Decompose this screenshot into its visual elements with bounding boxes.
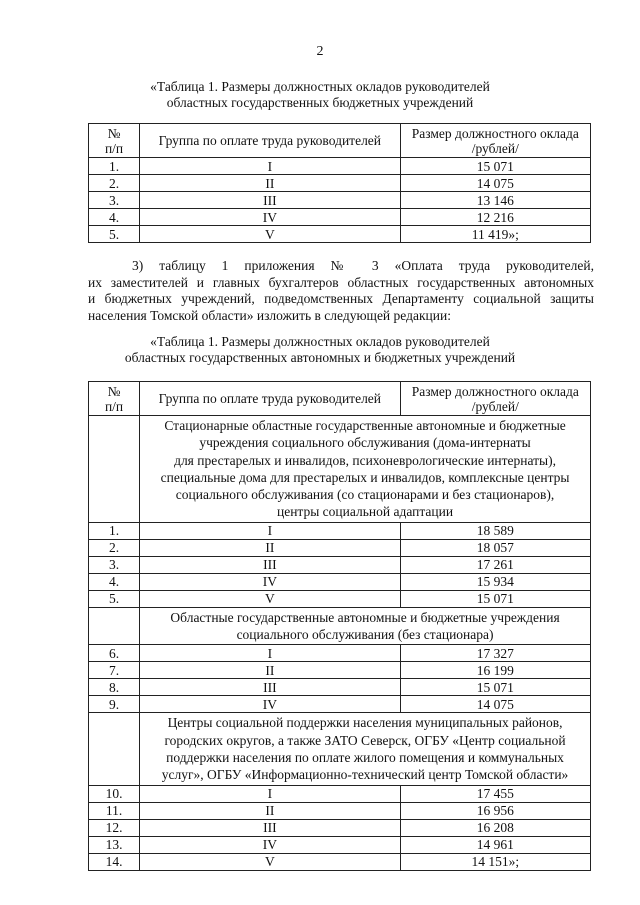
header-group-cell: Группа по оплате труда руководителей [140,124,401,158]
row-group-cell: II [140,175,401,192]
row-number-cell: 4. [89,209,140,226]
table1-title-line: «Таблица 1. Размеры должностных окладов руководителей [150,79,490,94]
row-group-cell: IV [140,209,401,226]
table-row [89,556,591,573]
table2-title-line: «Таблица 1. Размеры должностных окладов руководителей [150,334,490,349]
row-group-cell: I [140,645,401,662]
row-group-cell: II [140,662,401,679]
row-salary-cell: 15 071 [400,679,590,696]
table1-title-line: областных государственных бюджетных учреждений [166,95,474,110]
row-group-cell: III [140,679,401,696]
row-salary-cell: 13 146 [400,192,590,209]
paragraph-line: населения Томской области» изложить в следующей редакции: [88,307,451,323]
table2-title-line: областных государственных автономных и бюджетных учреждений [124,350,516,365]
table-row [89,158,591,175]
table-row [89,819,591,836]
table-row [89,645,591,662]
row-number-cell: 5. [89,226,140,243]
table-row [89,662,591,679]
row-number-cell: 6. [89,645,140,662]
row-salary-cell: 11 419»; [400,226,590,243]
row-salary-cell: 17 455 [400,785,590,802]
table-row [89,209,591,226]
header-salary-cell: Размер должностного оклада /рублей/ [400,382,590,416]
table1-title [0,79,640,111]
section-row [89,416,591,523]
table-row [89,785,591,802]
header-number-cell: № п/п [89,382,140,416]
row-salary-cell: 15 071 [400,158,590,175]
table-row [89,226,591,243]
table-row [89,539,591,556]
row-salary-cell: 15 934 [400,573,590,590]
row-group-cell: III [140,192,401,209]
table-row [89,696,591,713]
row-salary-cell: 16 199 [400,662,590,679]
table-row [89,573,591,590]
section-heading-non-stationary: Областные государственные автономные и бюджетные учреждения социального обслуживания (без стационара) [140,607,591,645]
section-heading-support-centers: Центры социальной поддержки населения муниципальных районов, городских округов, а также ЗАТО Северск, ОГБУ «Центр социальной поддержки населения по оплате жилого помещения и коммунальных услуг», ОГБУ «Информационно-технический центр Томской области» [140,713,591,785]
row-number-cell: 14. [89,853,140,870]
row-number-cell: 10. [89,785,140,802]
page-number: 2 [316,44,324,59]
table-row [89,590,591,607]
row-group-cell: I [140,785,401,802]
row-salary-cell: 16 956 [400,802,590,819]
row-salary-cell: 18 057 [400,539,590,556]
row-number-cell: 5. [89,590,140,607]
section-heading-stationary: Стационарные областные государственные автономные и бюджетные учреждения социального обслуживания (дома-интернаты для престарелых и инвалидов, психоневрологические интернаты), специальные дома для престарелых и инвалидов, комплексные центры социального обслуживания (со стационарами и без стационаров), центры социальной адаптации [140,416,591,523]
table2-header-row [89,382,591,416]
row-number-cell: 11. [89,802,140,819]
row-group-cell: V [140,853,401,870]
section-number-cell [89,713,140,785]
table1 [88,123,591,243]
row-salary-cell: 17 261 [400,556,590,573]
row-salary-cell: 14 075 [400,175,590,192]
row-group-cell: V [140,226,401,243]
amendment-paragraph [88,258,594,324]
row-group-cell: V [140,590,401,607]
row-salary-cell: 12 216 [400,209,590,226]
table-row [89,679,591,696]
table-row [89,522,591,539]
row-number-cell: 12. [89,819,140,836]
row-number-cell: 8. [89,679,140,696]
paragraph-line: 3) таблицу 1 приложения № 3 «Оплата труда руководителей, [132,258,594,273]
header-number-cell: № п/п [89,124,140,158]
table-row [89,175,591,192]
row-number-cell: 3. [89,556,140,573]
table-row [89,836,591,853]
row-number-cell: 1. [89,522,140,539]
row-number-cell: 3. [89,192,140,209]
table-row [89,192,591,209]
row-number-cell: 4. [89,573,140,590]
row-group-cell: III [140,556,401,573]
section-number-cell [89,607,140,645]
table-row [89,802,591,819]
row-salary-cell: 16 208 [400,819,590,836]
row-salary-cell: 14 075 [400,696,590,713]
row-salary-cell: 17 327 [400,645,590,662]
row-group-cell: II [140,802,401,819]
table2 [88,381,591,871]
row-salary-cell: 14 151»; [400,853,590,870]
row-number-cell: 9. [89,696,140,713]
row-number-cell: 2. [89,175,140,192]
row-group-cell: IV [140,836,401,853]
row-number-cell: 1. [89,158,140,175]
table2-title [0,334,640,366]
section-number-cell [89,416,140,523]
paragraph-line: и бюджетных учреждений, подведомственных Департаменту социальной защиты [88,291,594,306]
row-number-cell: 13. [89,836,140,853]
section-row [89,607,591,645]
row-group-cell: III [140,819,401,836]
header-group-cell: Группа по оплате труда руководителей [140,382,401,416]
paragraph-line: их заместителей и главных бухгалтеров областных государственных автономных [88,274,594,290]
row-group-cell: IV [140,573,401,590]
row-number-cell: 7. [89,662,140,679]
row-salary-cell: 15 071 [400,590,590,607]
table1-header-row [89,124,591,158]
row-group-cell: I [140,522,401,539]
row-salary-cell: 14 961 [400,836,590,853]
row-group-cell: I [140,158,401,175]
table-row [89,853,591,870]
row-group-cell: II [140,539,401,556]
row-number-cell: 2. [89,539,140,556]
header-salary-cell: Размер должностного оклада /рублей/ [400,124,590,158]
row-group-cell: IV [140,696,401,713]
row-salary-cell: 18 589 [400,522,590,539]
section-row [89,713,591,785]
